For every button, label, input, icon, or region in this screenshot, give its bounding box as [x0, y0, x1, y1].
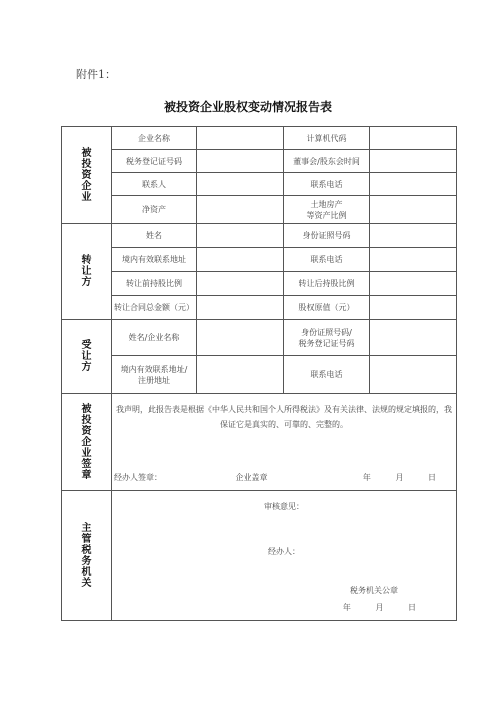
transferee-address-field[interactable]	[197, 356, 284, 394]
section-transferee	[62, 320, 112, 394]
transferee-phone-field[interactable]	[370, 356, 457, 394]
label-transferee-address-line2: 注册地址	[138, 375, 170, 385]
sign-date	[341, 472, 436, 483]
day-label: 日	[428, 472, 436, 482]
label-contact: 联系人	[112, 173, 197, 196]
month-label: 月	[375, 602, 384, 612]
section-label: 受让方	[81, 340, 92, 373]
ratio-before-field[interactable]	[197, 272, 284, 296]
tax-date	[114, 602, 454, 613]
section-label: 被投资企业签章	[81, 403, 92, 481]
table-row	[62, 150, 457, 173]
transferor-name-field[interactable]	[197, 224, 284, 248]
board-time-field[interactable]	[370, 150, 457, 173]
month-label: 月	[395, 472, 404, 482]
label-land-ratio-line2: 等资产比例	[306, 210, 347, 220]
agent-sign-label: 经办人签章：	[114, 472, 162, 482]
label-board-time: 董事会/股东会时间	[284, 150, 370, 173]
label-transferee-address	[112, 356, 197, 394]
transferee-id-field[interactable]	[370, 320, 457, 356]
table-row	[62, 196, 457, 224]
land-ratio-field[interactable]	[370, 196, 457, 224]
phone-field[interactable]	[370, 173, 457, 196]
label-transferee-name: 姓名/企业名称	[112, 320, 197, 356]
label-land-ratio-line1: 土地房产	[310, 199, 343, 209]
table-row	[62, 272, 457, 296]
contact-field[interactable]	[197, 173, 284, 196]
label-transferee-phone: 联系电话	[284, 356, 370, 394]
label-transferor-id: 身份证照号码	[284, 224, 370, 248]
net-assets-field[interactable]	[197, 196, 284, 224]
ratio-after-field[interactable]	[370, 272, 457, 296]
tax-agent-label: 经办人：	[268, 546, 300, 556]
report-form-table	[61, 126, 457, 621]
label-transferor-phone: 联系电话	[284, 248, 370, 272]
label-net-assets: 净资产	[112, 196, 197, 224]
signature-area[interactable]	[112, 394, 457, 491]
computer-code-field[interactable]	[370, 127, 457, 150]
label-company-name: 企业名称	[112, 127, 197, 150]
label-transferee-id-line1: 身份证照号码/	[301, 327, 352, 337]
table-row	[62, 248, 457, 272]
tax-authority-area[interactable]	[112, 491, 457, 621]
label-ratio-before: 转让前持股比例	[112, 272, 197, 296]
label-transferor-name: 姓名	[112, 224, 197, 248]
label-computer-code: 计算机代码	[284, 127, 370, 150]
audit-opinion-label: 审核意见：	[264, 501, 304, 511]
label-ratio-after: 转让后持股比例	[284, 272, 370, 296]
signature-line	[114, 472, 454, 483]
table-row	[62, 127, 457, 150]
label-tax-reg-no: 税务登记证号码	[112, 150, 197, 173]
declaration-text: 我声明，此报告表是根据《中华人民共和国个人所得税法》及有关法律、法规的规定填报的，我保证它是真实的、可靠的、完整的。	[116, 404, 452, 429]
equity-value-field[interactable]	[370, 296, 457, 320]
tax-reg-no-field[interactable]	[197, 150, 284, 173]
section-signature	[62, 394, 112, 491]
year-label: 年	[342, 602, 351, 612]
tax-seal-label: 税务机关公章	[350, 585, 398, 595]
label-total-amount: 转让合同总金额（元）	[112, 296, 197, 320]
table-row	[62, 296, 457, 320]
transferor-phone-field[interactable]	[370, 248, 457, 272]
label-transferor-address: 境内有效联系地址	[112, 248, 197, 272]
section-label: 被投资企业	[81, 147, 92, 203]
table-row	[62, 173, 457, 196]
label-transferee-id-line2: 税务登记证号码	[298, 338, 355, 348]
table-row	[62, 491, 457, 621]
section-transferor	[62, 224, 112, 320]
table-row	[62, 394, 457, 491]
table-row	[62, 356, 457, 394]
section-label: 主管税务机关	[81, 522, 92, 589]
day-label: 日	[408, 602, 416, 612]
section-invested-company	[62, 127, 112, 224]
label-equity-value: 股权原值（元）	[284, 296, 370, 320]
label-transferee-id	[284, 320, 370, 356]
label-phone: 联系电话	[284, 173, 370, 196]
transferor-id-field[interactable]	[370, 224, 457, 248]
attachment-label: 附件1：	[76, 68, 116, 81]
label-land-ratio	[284, 196, 370, 224]
total-amount-field[interactable]	[197, 296, 284, 320]
section-label: 转让方	[81, 255, 92, 288]
form-title: 被投资企业股权变动情况报告表	[163, 100, 332, 114]
section-tax-authority	[62, 491, 112, 621]
label-transferee-address-line1: 境内有效联系地址/	[120, 364, 188, 374]
transferor-address-field[interactable]	[197, 248, 284, 272]
table-row	[62, 320, 457, 356]
transferee-name-field[interactable]	[197, 320, 284, 356]
table-row	[62, 224, 457, 248]
company-name-field[interactable]	[197, 127, 284, 150]
year-label: 年	[362, 472, 371, 482]
company-seal-label: 企业盖章	[235, 472, 268, 482]
